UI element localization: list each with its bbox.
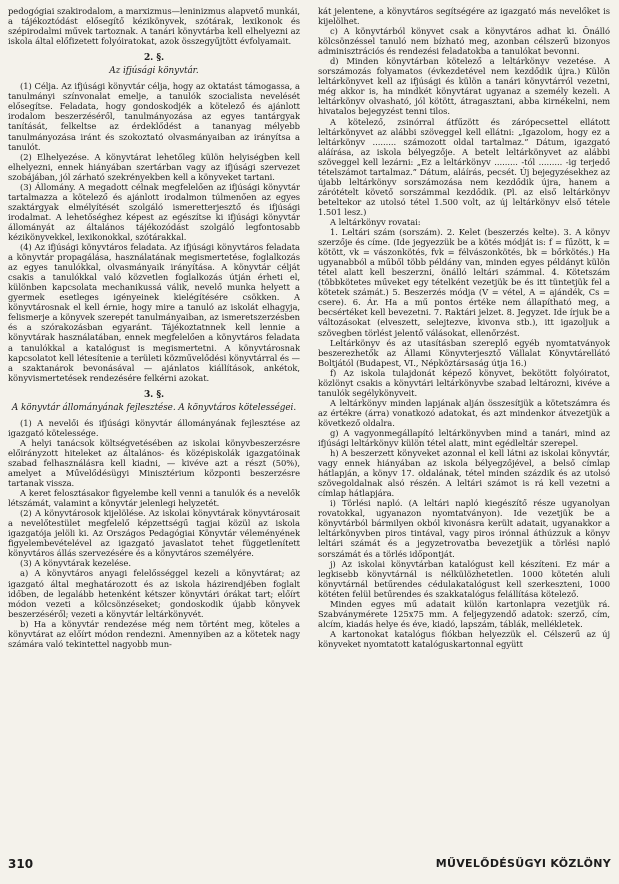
paragraph: b) Ha a könyvtár rendezése még nem történt meg, köteles a könyvtárat az előírt módon rendezni. Amennyiben az a kötetek nagy számára való tekintettel nagyobb mun- bbox=[8, 618, 300, 649]
paragraph: g) A vagyonmegállapító leltárkönyvben mind a tanári, mind az ifjúsági leltárkönyv külön tétel alatt, mint egédleltár szerepel. bbox=[318, 427, 610, 449]
page-number: 310 bbox=[8, 857, 34, 871]
paragraph: A helyi tanácsok költségvetésében az iskolai könyvbeszerzésre előirányzott hiteleket az általános- és középiskolák igazgatóinak szabad felhasználásra kell kiadni, — kivéve azt a részt (50%), amelyet a Művelődésügyi Minisztérium központi beszerzésre tartanak vissza. bbox=[8, 437, 300, 489]
paragraph: (2) Elhelyezése. A könyvtárat lehetőleg külön helyiségben kell elhelyezni, ennek hiányában szertárban vagy az ifjúsági szervezet szobájában, jól zárható szekrényekben kell a könyveket tartani. bbox=[8, 151, 300, 182]
paragraph: f) Az iskola tulajdonát képező könyvet, bekötött folyóiratot, közlönyt csakis a könyvtári leltárkönyvbe szabad leltározni, kivéve a tanulók segélykönyveit. bbox=[318, 367, 610, 398]
paragraph: i) Törlési napló. (A leltári napló kiegészítő része ugyanolyan rovatokkal, ugyanazon nyomtatványon). Ide vezetjük be a könyvtárból bármilyen okból kivonásra került adatait, ugyanakkor a leltárkönyvben piros tintával, vagy piros irónnal áthúzzuk a könyv leltári számát és a jegyzetrovatba bevezetjük a törlési napló sorszámát és a törlés időpontját. bbox=[318, 498, 610, 559]
paragraph: (1) Célja. Az ifjúsági könyvtár célja, hogy az oktatást támogassa, a tanulmányi színvonalat emelje, a tanulók szocialista nevelését elősegítse. Feladata, hogy gondoskodjék a kötelező és ajánlott irodalom beszerzéséről, tanulmányozása az egyes tantárgyak tanítását, felkeltse az érdeklődést a tananyag mélyebb tanulmányozása iránt és szokoztató olvasmányaiban az irányítsa a tanulót. bbox=[8, 81, 300, 152]
paragraph: 1. Leltári szám (sorszám). 2. Kelet (beszerzés kelte). 3. A könyv szerzője és címe. (Ide jegyezzük be a kötés módját is: f = fűzött, k = kötött, vk = vászonkötés, fvk = félvászonkötés, bk = bőrkötés.) Ha ugyanabból a műből több példány van, minden egyes példányt külön tétel alatt kell beszerzni, önálló leltári számmal. 4. Kötetszám (többkötetes műveket egy tételként vezetjük be és itt tüntetjük fel a kötetek számát.) 5. Beszerzés módja (V = vétel, A = ajándék, Cs = csere). 6. Ár. Ha a mű pontos értéke nem állapítható meg, a becsértéket kell bevezetni. 7. Raktári jelzet. 8. Jegyzet. Ide írjuk be a változásokat (elveszett, selejtezve, kivonva stb.), itt igazoljuk a szövegben törlést jelentő válásokat, ellenőrzést. bbox=[318, 227, 610, 338]
paragraph: Leltárkönyv és az utasításban szereplő egyéb nyomtatványok beszerezhetők az Állami Könyvterjesztő Vállalat Könyvtárellátó Boltjától (Budapest, VI., Népköztársaság útja 16.) bbox=[318, 337, 610, 368]
page-footer bbox=[8, 853, 611, 875]
paragraph: (3) A könyvtárak kezelése. bbox=[20, 558, 131, 569]
paragraph: (2) A könyvtárosok kijelölése. Az iskolai könyvtárak könyvtárosait a nevelőtestület megfelelő képzettségű tagjai közül az iskola igazgatója jelöli ki. Az Országos Pedagógiai Könyvtár véleményének figyelembevételével az igazgató javaslatot tehet függetlenített könyvtáros állás szervezésére és a könyvtáros személyére. bbox=[8, 508, 300, 559]
paragraph: pedogógiai szakirodalom, a marxizmus—leninizmus alapvető munkái, a tájékoztódást elősegítő kézikönyvek, szótárak, lexikonok és szépirodalmi művek tartoznak. A tanári könyvtárba kell elhelyezni az iskola által előfizetett folyóiratokat, azok összegyűjtött évfolyamait. bbox=[8, 6, 300, 47]
paragraph: (1) A nevelői és ifjúsági könyvtár állományának fejlesztése az igazgató kötelessége. bbox=[8, 417, 300, 438]
section-number: 2. §. bbox=[143, 53, 165, 64]
right-column bbox=[318, 6, 610, 848]
section-heading: A könyvtár állományának fejlesztése. A könyvtáros kötelességei. bbox=[11, 402, 297, 413]
section-heading: Az ifjúsági könyvtár. bbox=[109, 66, 199, 77]
paragraph: a) A könyvtáros anyagi felelősséggel kezeli a könyvtárat; az igazgató által meghatározott és az iskola házirendjében foglalt időben, de legalább hetenként kétszer könyvtári órákat tart; előírt módon vezeti a kölcsönzéseket; gondoskodik újabb könyvek beszerzéséről; vezeti a könyvtár leltárkönyvét. bbox=[8, 568, 300, 619]
paragraph: j) Az iskolai könyvtárban katalógust kell készíteni. Ez már a legkisebb könyvtárnál is nélkülözhetetlen. 1000 kötetén aluli könyvtárnál betűrendes cédulakatalógust kell szerkeszteni, 1000 kötéten felül betűrendes és szakkatalógus felállítása kötelező. bbox=[318, 558, 610, 599]
left-column bbox=[8, 6, 300, 848]
paragraph: Minden egyes mű adatait külön kartonlapra vezetjük rá. Szabványmérete 125x75 mm. A feljegyzendő adatok: szerző, cím, alcím, kiadás helye és éve, kiadó, lapszám, táblák, mellékletek. bbox=[318, 598, 610, 629]
paragraph: h) A beszerzett könyveket azonnal el kell látni az iskolai könyvtár, vagy ennek hiányában az iskola bélyegzőjével, a belső címlap hátlapján, a könyv 17. oldalának, tétel minden százdik és az utolsó szövegoldalnak alsó részén. A leltári számot is rá kell vezetni a címlap hátlapjára. bbox=[318, 448, 610, 499]
paragraph: A kötelező, zsinórral átfűzött és zárópecsettel ellátott leltárkönyvet az alábbi szöveggel kell ellátni: „Igazolom, hogy ez a leltárkönyv ......... számozott oldal tartalmaz.” Dátum, igazgató aláírása, az iskola bélyegzője. A betelt leltárkönyvet az alábbi szöveggel kell lezárni: „Ez a leltárkönyv ......... -tól ......... -ig terjedő tételszámot tartalmaz.” Dátum, aláírás, pecsét. Új bejegyzésekhez az újabb leltárkönyv sorszámozása nem kezdődik újra, hanem a zárótételt követő sorszámmal kezdődik. (Pl. az első leltárkönyv beteltekor az utolsó tétel 1.500 volt, az új leltárkönyv első tétele 1.501 lesz.) bbox=[318, 116, 610, 217]
paragraph: c) A könyvtárból könyvet csak a könyvtáros adhat ki. Önálló kölcsönzéssel tanuló nem bízható meg, azonban célszerű bizonyos adminisztrációs és rendezési feladatokba a tanulókat bevonni. bbox=[318, 26, 610, 57]
paragraph: (4) Az ifjúsági könyvtáros feladata. Az ifjúsági könyvtáros feladata a könyvtár propagálása, használatának megismertetése, foglalkozás az egyes tanulókkal, olvasmányaik irányítása. A könyvtár célját csakis a tanulókkal való közvetlen foglalkozás útján érheti el, különben kapcsolata mechanikussá válik, nevelő munka helyett a gyermek esetleges igényeinek kielégítésére csökken. A könyvtárosnak el kell érnie, hogy mire a tanuló az iskolát elhagyja, felismerje a könyvek szerepét tanulmányaiban, az ismeretszerzésben és a szórakozásban egyaránt. Tájékoztatnnek kell lennie a könyvtárak használatában, ennek megfelelően a könyvtáros feladata a tanulókkal a katalógust is megismertetni. A könyvtárosnak kapcsolatot kell létesítenie a területi közművelődési könyvtárral és — a szaktanárok bevonásával — ajánlatos kiállítások, ankétok, könyvismertetések rendezésére felkérni azokat. bbox=[8, 242, 300, 383]
section-number: 3. §. bbox=[143, 389, 165, 400]
paragraph: kát jelentene, a könyvtáros segítségére az igazgató más nevelőket is kijelölhet. bbox=[318, 6, 610, 27]
paragraph: (3) Állomány. A megadott célnak megfelelően az ifjúsági könyvtár tartalmazza a kötelező és ajánlott irodalmon túlmenően az egyes szaktárgyak elmélyítését szolgáló ismeretterjesztő és ifjúsági irodalmat. A lehetőséghez képest az egészítse ki ifjúsági könyvtár állományát az általános tájékozódást szolgáló legfontosabb kézikönyvekkel, lexikonokkal, szótárakkal. bbox=[8, 181, 300, 242]
paragraph: A keret felosztásakor figyelembe kell venni a tanulók és a nevelők létszámát, valamint a könyvtár jelenlegi helyzetét. bbox=[8, 488, 300, 509]
paragraph: A kartonokat katalógus fiókban helyezzük el. Célszerű az új könyveket nyomtatott katalóguskartonnal együtt bbox=[318, 628, 610, 649]
paragraph: A leltárkönyv rovatai: bbox=[330, 216, 421, 227]
journal-title: MŰVELŐDÉSÜGYI KÖZLÖNY bbox=[435, 857, 611, 870]
paragraph: d) Minden könyvtárban kötelező a leltárkönyv vezetése. A sorszámozás folyamatos (évkezdetével nem kezdődik újra.) Külön leltárkönyvet kell az ifjúsági és külön a tanári könyvtárról vezetni, még akkor is, ha mindkét könyvtárat ugyanaz a személy kezeli. A leltárkönyv olvasható, jól kötött, átragasztani, abba kirnékelni, nem hivatalos bejegyzést tenni tilos. bbox=[318, 56, 610, 117]
paragraph: A leltárkönyv minden lapjának alján összesítjük a kötetszámra és az értékre (árra) vonatkozó adatokat, és azt mindenkor átvezetjük a következő oldalra. bbox=[318, 397, 610, 428]
